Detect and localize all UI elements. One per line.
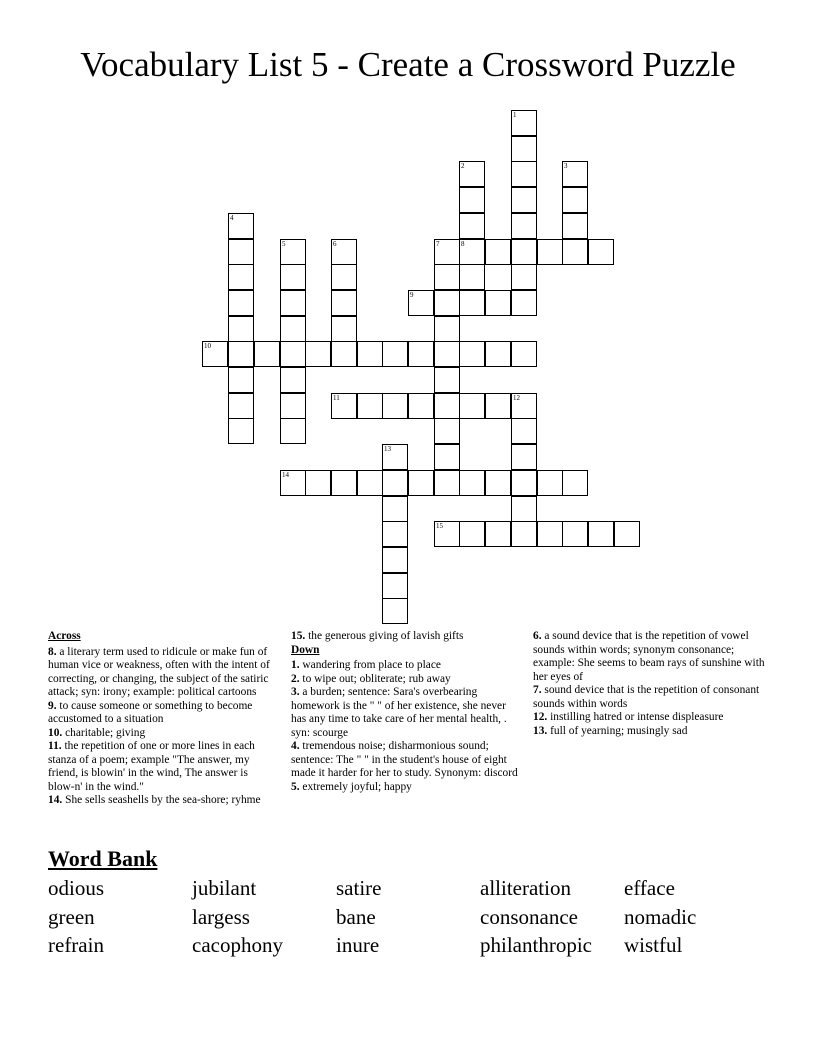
down-clue-6: 6. a sound device that is the repetition of vowel sounds within words; synonym consonance; example: She seems to beam rays of sunshine with her eyes of <box>533 630 765 683</box>
crossword-cell[interactable] <box>459 393 485 419</box>
crossword-cell[interactable] <box>305 341 331 367</box>
word-bank-word: inure <box>336 933 380 957</box>
crossword-cell[interactable] <box>562 470 588 496</box>
crossword-cell[interactable] <box>382 521 408 547</box>
crossword-cell[interactable] <box>511 161 537 187</box>
crossword-cell[interactable] <box>459 341 485 367</box>
crossword-cell[interactable] <box>228 367 254 393</box>
crossword-cell[interactable] <box>382 470 408 496</box>
crossword-cell[interactable] <box>537 521 563 547</box>
crossword-cell[interactable] <box>511 187 537 213</box>
crossword-cell[interactable] <box>562 213 588 239</box>
crossword-cell[interactable] <box>357 341 383 367</box>
crossword-cell[interactable] <box>511 136 537 162</box>
word-bank-word: refrain <box>48 933 104 957</box>
down-clue-1: 1. wandering from place to place <box>291 659 441 671</box>
across-clue-11: 11. the repetition of one or more lines in each stanza of a poem; example "The answer, my friend, is blowin' in the wind, The answer is blow-n' in the wind." <box>48 740 255 793</box>
across-clue-15: 15. the generous giving of lavish gifts <box>291 630 464 642</box>
crossword-cell[interactable] <box>228 418 254 444</box>
crossword-cell[interactable] <box>434 367 460 393</box>
clue-number: 14 <box>282 471 289 479</box>
crossword-cell[interactable] <box>357 393 383 419</box>
clue-number: 11 <box>333 394 340 402</box>
crossword-cell[interactable] <box>434 316 460 342</box>
word-bank-word: bane <box>336 905 376 929</box>
crossword-cell[interactable] <box>382 496 408 522</box>
crossword-cell[interactable] <box>305 470 331 496</box>
crossword-cell[interactable] <box>588 521 614 547</box>
crossword-cell[interactable] <box>511 239 537 265</box>
crossword-cell[interactable] <box>228 239 254 265</box>
crossword-cell[interactable] <box>228 393 254 419</box>
word-bank-word: odious <box>48 876 105 900</box>
word-bank-word: alliteration <box>480 876 571 900</box>
crossword-cell[interactable] <box>434 264 460 290</box>
down-clue-2: 2. to wipe out; obliterate; rub away <box>291 672 451 685</box>
clues-column-2 <box>291 630 523 794</box>
clue-number: 6 <box>333 240 337 248</box>
crossword-cell[interactable] <box>434 393 460 419</box>
crossword-cell[interactable] <box>331 341 357 367</box>
word-bank-word: wistful <box>624 933 683 957</box>
crossword-cell[interactable] <box>434 290 460 316</box>
crossword-cell[interactable] <box>280 367 306 393</box>
crossword-cell[interactable] <box>614 521 640 547</box>
clue-number: 5 <box>282 240 286 248</box>
across-clue-10: 10. charitable; giving <box>48 726 146 739</box>
crossword-cell[interactable] <box>408 341 434 367</box>
crossword-cell[interactable] <box>228 316 254 342</box>
word-bank-word: satire <box>336 876 382 900</box>
crossword-cell[interactable] <box>382 341 408 367</box>
clue-number: 1 <box>513 111 517 119</box>
crossword-cell[interactable] <box>511 521 537 547</box>
crossword-cell[interactable] <box>280 418 306 444</box>
crossword-cell[interactable] <box>485 239 511 265</box>
crossword-cell[interactable] <box>485 290 511 316</box>
crossword-cell[interactable] <box>228 213 254 239</box>
crossword-cell[interactable] <box>459 290 485 316</box>
crossword-cell[interactable] <box>408 470 434 496</box>
clue-number: 2 <box>461 162 465 170</box>
crossword-cell[interactable] <box>331 470 357 496</box>
word-bank-word: nomadic <box>624 905 697 929</box>
crossword-cell[interactable] <box>459 187 485 213</box>
crossword-cell[interactable] <box>434 341 460 367</box>
crossword-cell[interactable] <box>459 239 485 265</box>
crossword-cell[interactable] <box>357 470 383 496</box>
crossword-cell[interactable] <box>382 393 408 419</box>
crossword-cell[interactable] <box>485 470 511 496</box>
crossword-cell[interactable] <box>331 316 357 342</box>
clue-number: 4 <box>230 214 234 222</box>
crossword-cell[interactable] <box>280 264 306 290</box>
crossword-cell[interactable] <box>511 110 537 136</box>
down-clue-5: 5. extremely joyful; happy <box>291 780 412 793</box>
crossword-cell[interactable] <box>228 341 254 367</box>
clue-number: 7 <box>436 240 440 248</box>
crossword-cell[interactable] <box>408 393 434 419</box>
crossword-cell[interactable] <box>280 316 306 342</box>
clue-number: 9 <box>410 291 414 299</box>
crossword-cell[interactable] <box>459 470 485 496</box>
crossword-cell[interactable] <box>485 521 511 547</box>
word-bank-title: Word Bank <box>48 846 158 871</box>
crossword-cell[interactable] <box>485 341 511 367</box>
crossword-cell[interactable] <box>202 341 228 367</box>
crossword-cell[interactable] <box>511 213 537 239</box>
crossword-cell[interactable] <box>228 264 254 290</box>
crossword-cell[interactable] <box>434 521 460 547</box>
crossword-cell[interactable] <box>459 213 485 239</box>
crossword-cell[interactable] <box>511 264 537 290</box>
crossword-cell[interactable] <box>254 341 280 367</box>
word-bank-word: efface <box>624 876 675 900</box>
crossword-cell[interactable] <box>331 393 357 419</box>
crossword-cell[interactable] <box>459 521 485 547</box>
word-bank-word: cacophony <box>192 933 283 957</box>
crossword-cell[interactable] <box>331 264 357 290</box>
down-heading: Down <box>291 643 320 656</box>
crossword-cell[interactable] <box>331 239 357 265</box>
across-clue-14: 14. She sells seashells by the sea-shore; ryhme <box>48 794 261 806</box>
crossword-cell[interactable] <box>382 598 408 624</box>
crossword-cell[interactable] <box>382 573 408 599</box>
crossword-cell[interactable] <box>511 418 537 444</box>
crossword-cell[interactable] <box>331 290 357 316</box>
down-clue-4: 4. tremendous noise; disharmonious sound; sentence: The " " in the student's house of eight made it harder for her to study. Synonym: discord <box>291 740 518 779</box>
crossword-cell[interactable] <box>434 239 460 265</box>
clue-number: 8 <box>461 240 465 248</box>
across-clue-9: 9. to cause someone or something to become accustomed to a situation <box>48 699 253 725</box>
crossword-cell[interactable] <box>280 290 306 316</box>
clue-number: 10 <box>204 342 211 350</box>
down-clue-3: 3. a burden; sentence: Sara's overbearing homework is the " " of her existence, she never has any time to take care of her mental health, . syn: scourge <box>291 686 507 739</box>
crossword-cell[interactable] <box>434 470 460 496</box>
crossword-cell[interactable] <box>511 496 537 522</box>
crossword-cell[interactable] <box>511 470 537 496</box>
word-bank-word: philanthropic <box>480 933 592 957</box>
clues-column-3 <box>533 630 769 738</box>
crossword-cell[interactable] <box>459 264 485 290</box>
crossword-cell[interactable] <box>382 547 408 573</box>
word-bank-word: green <box>48 905 95 929</box>
crossword-cell[interactable] <box>511 341 537 367</box>
clue-number: 12 <box>513 394 520 402</box>
word-bank-word: consonance <box>480 905 578 929</box>
crossword-cell[interactable] <box>408 290 434 316</box>
crossword-cell[interactable] <box>280 393 306 419</box>
crossword-cell[interactable] <box>280 239 306 265</box>
clue-number: 15 <box>436 522 443 530</box>
crossword-cell[interactable] <box>434 418 460 444</box>
crossword-cell[interactable] <box>537 470 563 496</box>
crossword-cell[interactable] <box>562 521 588 547</box>
crossword-cell[interactable] <box>562 239 588 265</box>
crossword-cell[interactable] <box>537 239 563 265</box>
crossword-cell[interactable] <box>511 393 537 419</box>
crossword-cell[interactable] <box>485 393 511 419</box>
crossword-cell[interactable] <box>280 470 306 496</box>
across-heading: Across <box>48 630 81 642</box>
crossword-cell[interactable] <box>280 341 306 367</box>
page-title: Vocabulary List 5 - Create a Crossword Puzzle <box>80 45 736 84</box>
crossword-cell[interactable] <box>382 444 408 470</box>
crossword-cell[interactable] <box>511 290 537 316</box>
clues-column-1 <box>48 630 276 808</box>
crossword-cell[interactable] <box>459 161 485 187</box>
down-clue-12: 12. instilling hatred or intense displeasure <box>533 711 724 723</box>
crossword-cell[interactable] <box>562 161 588 187</box>
word-bank-word: jubilant <box>192 876 257 900</box>
crossword-cell[interactable] <box>511 444 537 470</box>
crossword-cell[interactable] <box>434 444 460 470</box>
word-bank-word: largess <box>192 905 250 929</box>
across-clue-8: 8. a literary term used to ridicule or make fun of human vice or weakness, often with the intent of correcting, or changing, the subject of the satiric attack; syn: irony; example: political cartoons <box>48 645 270 698</box>
clue-number: 3 <box>564 162 568 170</box>
down-clue-13: 13. full of yearning; musingly sad <box>533 724 688 737</box>
crossword-cell[interactable] <box>228 290 254 316</box>
crossword-cell[interactable] <box>588 239 614 265</box>
clue-number: 13 <box>384 445 391 453</box>
crossword-cell[interactable] <box>562 187 588 213</box>
down-clue-7: 7. sound device that is the repetition of consonant sounds within words <box>533 684 760 710</box>
